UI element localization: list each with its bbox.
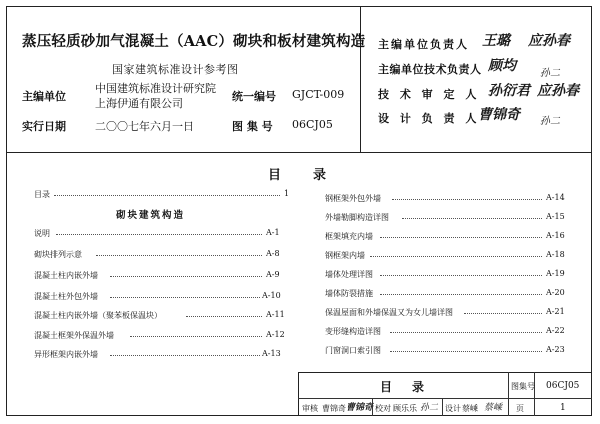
title-block-atlas-label: 图集号 xyxy=(511,382,535,391)
toc-heading: 目 录 xyxy=(268,168,329,183)
check-label: 校对 xyxy=(375,404,391,413)
toc-entry-title: 钢框架外包外墙 xyxy=(325,194,381,203)
toc-leader xyxy=(370,256,542,257)
signature-2b: 孙二 xyxy=(540,68,560,79)
org-label: 主编单位 xyxy=(22,90,66,103)
signature-2a: 顾均 xyxy=(488,58,516,74)
signature-4a: 曹锦奇 xyxy=(478,107,520,123)
toc-entry-title: 外墙勒脚构造详图 xyxy=(325,213,389,222)
review-name: 曹锦奇 xyxy=(322,404,346,413)
toc-leader xyxy=(390,351,542,352)
toc-entry-page: A-12 xyxy=(266,330,285,339)
toc-leader xyxy=(110,276,262,277)
design-label: 设计 xyxy=(445,404,461,413)
toc-entry-title: 混凝土柱内嵌外墙 xyxy=(34,271,98,280)
toc-leader xyxy=(402,218,542,219)
toc-entry-page: A-21 xyxy=(546,307,565,316)
atlas-value: 06CJ05 xyxy=(292,118,333,131)
responsible-label-3: 技 术 审 定 人 xyxy=(378,88,480,101)
title-block-name: 目 录 xyxy=(380,380,429,394)
code-label: 统一编号 xyxy=(232,90,276,103)
title-block-atlas-value: 06CJ05 xyxy=(546,381,580,391)
toc-entry-page: A-19 xyxy=(546,269,565,278)
toc-entry-title: 异形框架内嵌外墙 xyxy=(34,350,98,359)
toc-entry-page: A-20 xyxy=(546,288,565,297)
toc-entry-title: 钢框架内墙 xyxy=(325,251,365,260)
org-line-2: 上海伊通有限公司 xyxy=(95,97,183,110)
toc-entry-page: A-10 xyxy=(262,291,281,300)
toc-leader xyxy=(390,332,542,333)
responsible-label-1: 主编单位负责人 xyxy=(378,38,469,51)
toc-entry-page: A-15 xyxy=(546,212,565,221)
toc-section-heading: 砌块建筑构造 xyxy=(116,210,186,221)
toc-entry-page: A-11 xyxy=(266,310,285,319)
signature-1b: 应孙春 xyxy=(528,33,570,49)
signature-3a: 孙衍君 xyxy=(488,83,530,99)
toc-entry-page: A-23 xyxy=(546,345,565,354)
toc-entry-title: 墙体处理详图 xyxy=(325,270,373,279)
toc-entry-title: 门窗洞口索引图 xyxy=(325,346,381,355)
toc-entry-title: 混凝土柱内嵌外墙（聚苯板保温块） xyxy=(34,311,162,320)
code-value: GJCT-009 xyxy=(292,88,345,101)
toc-entry-page: A-22 xyxy=(546,326,565,335)
header-divider xyxy=(6,152,592,153)
toc-entry-page: A-1 xyxy=(266,228,280,237)
signature-3b: 应孙春 xyxy=(537,83,579,99)
toc-leader xyxy=(392,199,542,200)
document-title: 蒸压轻质砂加气混凝土（AAC）砌块和板材建筑构造 xyxy=(22,33,366,50)
toc-leader xyxy=(96,255,262,256)
toc-entry-title: 墙体防裂措施 xyxy=(325,289,373,298)
page-value: 1 xyxy=(560,403,566,413)
toc-entry-page: A-16 xyxy=(546,231,565,240)
toc-leader xyxy=(380,237,542,238)
toc-leader xyxy=(186,316,262,317)
toc-entry-page: A-9 xyxy=(266,270,280,279)
atlas-label: 图 集 号 xyxy=(232,120,273,133)
review-label: 审核 xyxy=(302,404,318,413)
check-signature: 孙二 xyxy=(420,403,439,413)
page-label: 页 xyxy=(516,404,524,413)
toc-entry-page: 1 xyxy=(284,189,290,198)
header-vertical-divider xyxy=(360,6,361,152)
toc-entry-title: 砌块排列示意 xyxy=(34,250,82,259)
toc-leader xyxy=(56,234,262,235)
toc-leader xyxy=(110,355,260,356)
toc-entry-title: 说明 xyxy=(34,229,50,238)
toc-leader xyxy=(380,294,542,295)
toc-entry-title: 变形缝构造详图 xyxy=(325,327,381,336)
signature-4b: 孙二 xyxy=(540,116,560,127)
signature-1a: 王璐 xyxy=(482,33,510,49)
toc-leader xyxy=(380,275,542,276)
toc-entry-title: 目录 xyxy=(34,190,50,199)
toc-entry-title: 混凝土框架外保温外墙 xyxy=(34,331,114,340)
design-name: 蔡嵊 xyxy=(462,404,478,413)
toc-entry-title: 保温屋面和外墙保温又为女儿墙详图 xyxy=(325,308,453,317)
toc-leader xyxy=(464,313,542,314)
org-line-1: 中国建筑标准设计研究院 xyxy=(95,82,216,95)
toc-entry-page: A-8 xyxy=(266,249,280,258)
toc-entry-page: A-13 xyxy=(262,349,281,358)
toc-entry-title: 框架填充内墙 xyxy=(325,232,373,241)
toc-entry-title: 混凝土柱外包外墙 xyxy=(34,292,98,301)
toc-leader xyxy=(110,297,260,298)
design-signature: 蔡嵊 xyxy=(484,403,503,413)
responsible-label-4: 设 计 负 责 人 xyxy=(378,112,480,125)
toc-entry-page: A-18 xyxy=(546,250,565,259)
document-subtitle: 国家建筑标准设计参考图 xyxy=(112,63,239,76)
toc-entry-page: A-14 xyxy=(546,193,565,202)
date-label: 实行日期 xyxy=(22,120,66,133)
responsible-label-2: 主编单位技术负责人 xyxy=(378,63,482,76)
toc-leader xyxy=(130,336,262,337)
date-value: 二〇〇七年六月一日 xyxy=(95,120,194,133)
toc-leader xyxy=(54,195,280,196)
review-signature: 曹锦奇 xyxy=(346,403,374,413)
check-name: 顾乐乐 xyxy=(393,404,417,413)
